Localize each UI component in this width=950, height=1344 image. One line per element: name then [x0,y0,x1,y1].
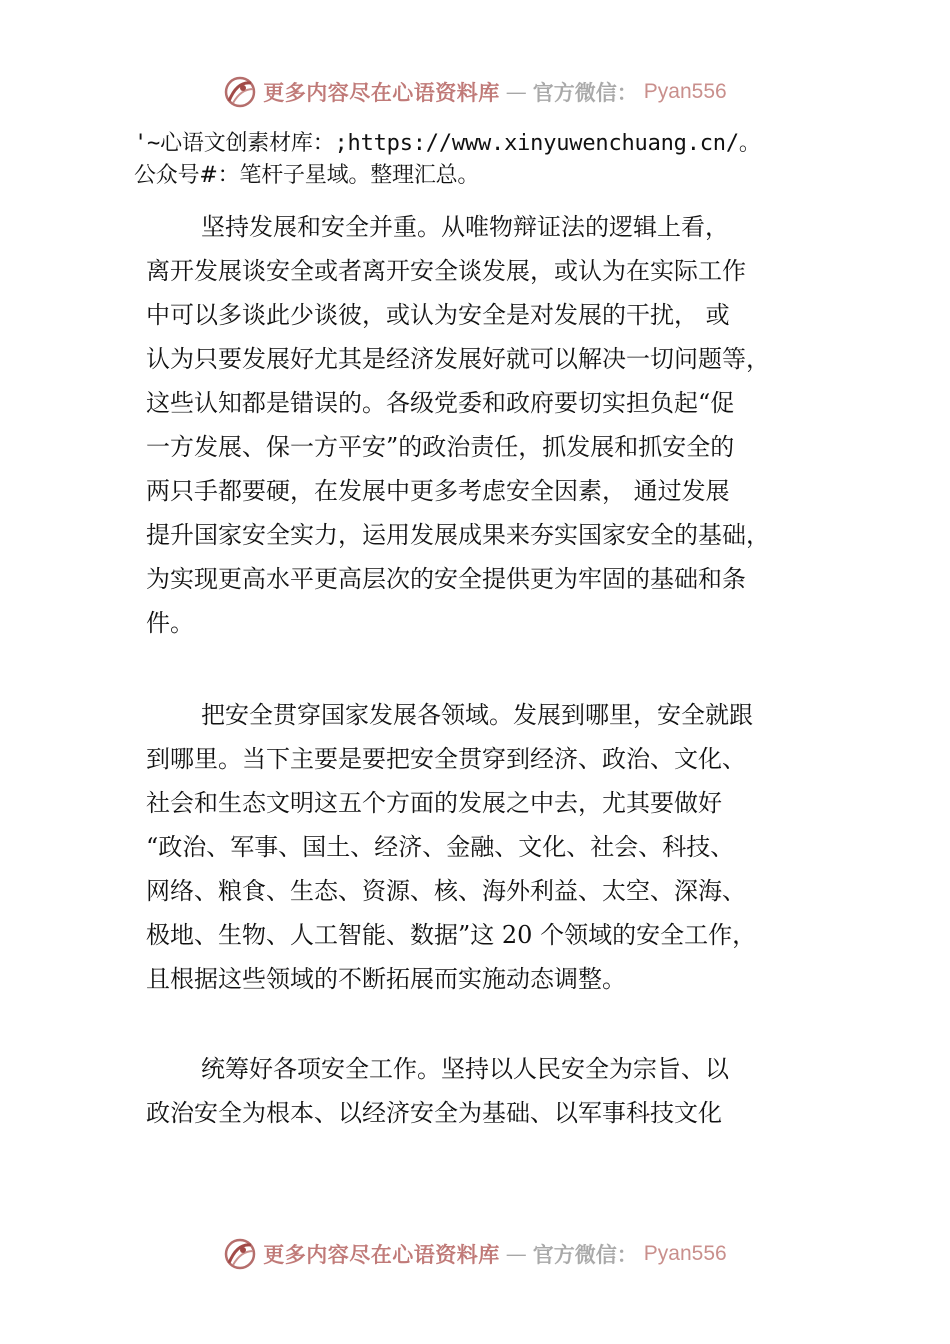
banner-contact-value: Pyan556 [643,80,727,103]
paragraph-line: 极地、生物、人工智能、数据”这 20 个领域的安全工作， [146,921,757,949]
paragraph-development-security [146,205,846,645]
paragraph-line: 社会和生态文明这五个方面的发展之中去，尤其要做好 [146,789,722,817]
paragraph-line: 这些认知都是错误的。各级党委和政府要切实担负起“促 [146,389,735,417]
banner-title: 更多内容尽在心语资料库 [263,80,500,105]
header-banner [0,70,950,114]
brand-logo-icon [223,75,257,109]
source-account-line: 公众号#：笔杆子星域。整理汇总。 [134,163,480,188]
brand-logo-icon [223,1237,257,1271]
banner-title: 更多内容尽在心语资料库 [263,1242,500,1267]
paragraph-line: 政治安全为根本、以经济安全为基础、以军事科技文化 [146,1099,722,1127]
banner-separator: — [505,1242,527,1266]
paragraph-line: 认为只要发展好尤其是经济发展好就可以解决一切问题等， [146,345,770,373]
paragraph-line: 到哪里。当下主要是要把安全贯穿到经济、政治、文化、 [146,745,746,773]
paragraph-line: 把安全贯穿国家发展各领域。发展到哪里，安全就跟 [201,701,753,729]
paragraph-line: 且根据这些领域的不断拓展而实施动态调整。 [146,965,626,993]
banner-contact-label: 官方微信： [532,80,638,105]
paragraph-line: 坚持发展和安全并重。从唯物辩证法的逻辑上看， [201,213,729,241]
banner-contact-value: Pyan556 [643,1242,727,1265]
banner-contact-label: 官方微信： [532,1242,638,1267]
paragraph-line: 两只手都要硬，在发展中更多考虑安全因素， 通过发展 [146,477,730,505]
paragraph-line: 离开发展谈安全或者离开安全谈发展，或认为在实际工作 [146,257,746,285]
paragraph-line: 件。 [146,609,194,637]
paragraph-line: 统筹好各项安全工作。坚持以人民安全为宗旨、以 [201,1055,729,1083]
paragraph-security-domains [146,693,846,1001]
paragraph-line: 网络、粮食、生态、资源、核、海外利益、太空、深海、 [146,877,746,905]
paragraph-line: 为实现更高水平更高层次的安全提供更为牢固的基础和条 [146,565,746,593]
paragraph-line: 中可以多谈此少谈彼，或认为安全是对发展的干扰， 或 [146,301,730,329]
paragraph-line: 一方发展、保一方平安”的政治责任，抓发展和抓安全的 [146,433,735,461]
paragraph-coordinate-security [146,1047,846,1135]
source-website-line: '~心语文创素材库：;https://www.xinyuwenchuang.cn/。 [134,131,761,156]
footer-banner [0,1232,950,1276]
banner-separator: — [505,80,527,104]
paragraph-line: “政治、军事、国土、经济、金融、文化、社会、科技、 [146,833,735,861]
paragraph-line: 提升国家安全实力，运用发展成果来夯实国家安全的基础， [146,521,770,549]
